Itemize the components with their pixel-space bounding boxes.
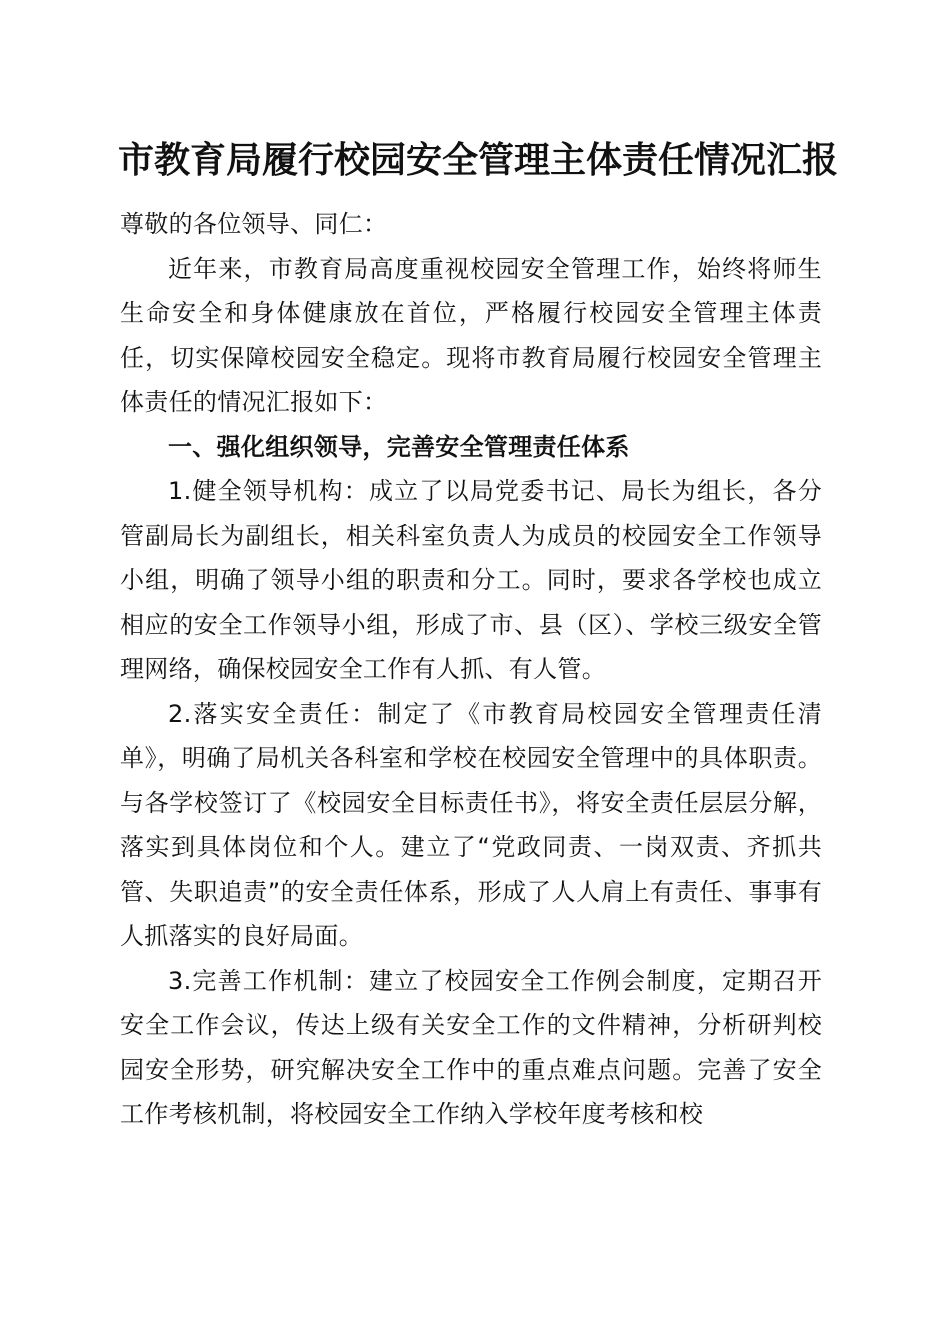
salutation: 尊敬的各位领导、同仁： (120, 210, 388, 238)
paragraph-item-1: 1.健全领导机构：成立了以局党委书记、局长为组长，各分管副局长为副组长，相关科室负责人为成员的校园安全工作领导小组，明确了领导小组的职责和分工。同时，要求各学校也成立相应的安全工作领导小组，形成了市、县（区）、学校三级安全管理网络，确保校园安全工作有人抓、有人管。 (120, 477, 822, 683)
document-body (120, 202, 822, 1137)
paragraph-item-2: 2.落实安全责任：制定了《市教育局校园安全管理责任清单》，明确了局机关各科室和学校在校园安全管理中的具体职责。与各学校签订了《校园安全目标责任书》，将安全责任层层分解，落实到具体岗位和个人。建立了“党政同责、一岗双责、齐抓共管、失职追责”的安全责任体系，形成了人人肩上有责任、事事有人抓落实的良好局面。 (120, 699, 822, 950)
section-heading-1: 一、强化组织领导，完善安全管理责任体系 (168, 432, 630, 461)
intro-paragraph: 近年来，市教育局高度重视校园安全管理工作，始终将师生生命安全和身体健康放在首位，严格履行校园安全管理主体责任，切实保障校园安全稳定。现将市教育局履行校园安全管理主体责任的情况汇报如下： (120, 254, 822, 416)
document-title: 市教育局履行校园安全管理主体责任情况汇报 (118, 139, 839, 181)
paragraph-item-3: 3.完善工作机制：建立了校园安全工作例会制度，定期召开安全工作会议，传达上级有关安全工作的文件精神，分析研判校园安全形势，研究解决安全工作中的重点难点问题。完善了安全工作考核机制，将校园安全工作纳入学校年度考核和校 (120, 966, 822, 1128)
